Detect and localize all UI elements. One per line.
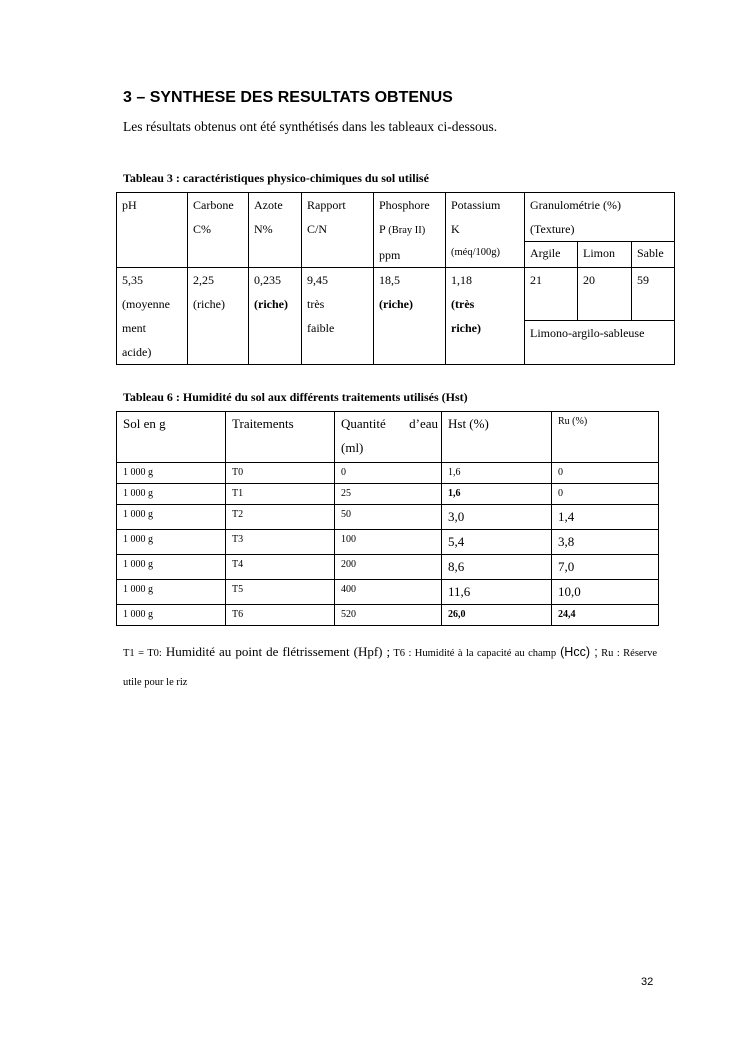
table-row [117,505,659,530]
table6-cell-sol: 1 000 g [117,605,226,626]
table3-header-limon: Limon [578,242,632,268]
table3-header-granulometrie: Granulométrie (%) (Texture) [525,193,675,242]
table6 [116,411,659,626]
table6-header-hst: Hst (%) [442,412,552,463]
table3-cell-sable: 59 [632,268,675,321]
table6-cell-hst: 11,6 [442,580,552,605]
table6-cell-quantite: 100 [335,530,442,555]
section-heading: 3 – SYNTHESE DES RESULTATS OBTENUS [123,89,453,106]
table6-header-ru: Ru (%) [552,412,659,463]
table-row [117,605,659,626]
table3-caption: Tableau 3 : caractéristiques physico-chimiques du sol utilisé [123,171,429,185]
table6-cell-hst: 8,6 [442,555,552,580]
table6-cell-traitement: T3 [226,530,335,555]
table6-header-traitements: Traitements [226,412,335,463]
table6-cell-hst: 1,6 [442,484,552,505]
table-row [117,463,659,484]
table3-header-argile: Argile [525,242,578,268]
table-row [117,484,659,505]
table-row [117,555,659,580]
table6-cell-traitement: T6 [226,605,335,626]
table6-cell-ru: 1,4 [552,505,659,530]
table6-header-row [117,412,659,463]
table3-cell-argile: 21 [525,268,578,321]
table6-cell-ru: 10,0 [552,580,659,605]
table3-header-potassium: Potassium K (méq/100g) [446,193,525,268]
table3-header-sable: Sable [632,242,675,268]
table6-cell-sol: 1 000 g [117,463,226,484]
table6-cell-ru: 7,0 [552,555,659,580]
table6-cell-ru: 0 [552,463,659,484]
table6-cell-quantite: 50 [335,505,442,530]
table6-cell-sol: 1 000 g [117,580,226,605]
table6-cell-sol: 1 000 g [117,505,226,530]
table6-cell-hst: 1,6 [442,463,552,484]
table6-header-sol: Sol en g [117,412,226,463]
table3-header-carbone: Carbone C% [188,193,249,268]
table3-cell-potassium: 1,18 (très riche) [446,268,525,365]
table6-cell-sol: 1 000 g [117,530,226,555]
table6-cell-sol: 1 000 g [117,555,226,580]
table6-cell-ru: 24,4 [552,605,659,626]
table6-cell-quantite: 520 [335,605,442,626]
table6-caption: Tableau 6 : Humidité du sol aux différents traitements utilisés (Hst) [123,390,468,404]
table6-header-quantite: Quantité d’eau (ml) [335,412,442,463]
table6-cell-hst: 26,0 [442,605,552,626]
table6-cell-traitement: T0 [226,463,335,484]
table6-cell-ru: 0 [552,484,659,505]
intro-paragraph: Les résultats obtenus ont été synthétisés dans les tableaux ci-dessous. [123,119,498,134]
page-number: 32 [641,976,654,988]
table-row [117,530,659,555]
table3-header-ph: pH [117,193,188,268]
table6-note: T1 = T0: Humidité au point de flétrissement (Hpf) ; T6 : Humidité à la capacité au champ (Hcc) ; Ru : Réserve utile pour le riz [123,644,657,688]
table3-cell-carbone: 2,25 (riche) [188,268,249,365]
table6-cell-hst: 5,4 [442,530,552,555]
table-row [117,580,659,605]
table3-header-row [117,193,675,242]
table3-header-azote: Azote N% [249,193,302,268]
table3-cell-limon: 20 [578,268,632,321]
table6-cell-ru: 3,8 [552,530,659,555]
table3-data-row [117,268,675,321]
table6-cell-sol: 1 000 g [117,484,226,505]
table3-cell-texture: Limono-argilo-sableuse [525,321,675,365]
table3-header-rapport: Rapport C/N [302,193,374,268]
table6-cell-traitement: T2 [226,505,335,530]
table6-cell-traitement: T1 [226,484,335,505]
table6-cell-quantite: 0 [335,463,442,484]
table3-header-phosphore: Phosphore P (Bray II) ppm [374,193,446,268]
table6-cell-traitement: T5 [226,580,335,605]
table3 [116,192,675,365]
table6-cell-quantite: 25 [335,484,442,505]
table3-cell-azote: 0,235 (riche) [249,268,302,365]
table6-cell-quantite: 200 [335,555,442,580]
table3-cell-ph: 5,35 (moyenne ment acide) [117,268,188,365]
table6-cell-hst: 3,0 [442,505,552,530]
table3-cell-rapport: 9,45 très faible [302,268,374,365]
table6-cell-quantite: 400 [335,580,442,605]
table6-cell-traitement: T4 [226,555,335,580]
table3-cell-phosphore: 18,5 (riche) [374,268,446,365]
